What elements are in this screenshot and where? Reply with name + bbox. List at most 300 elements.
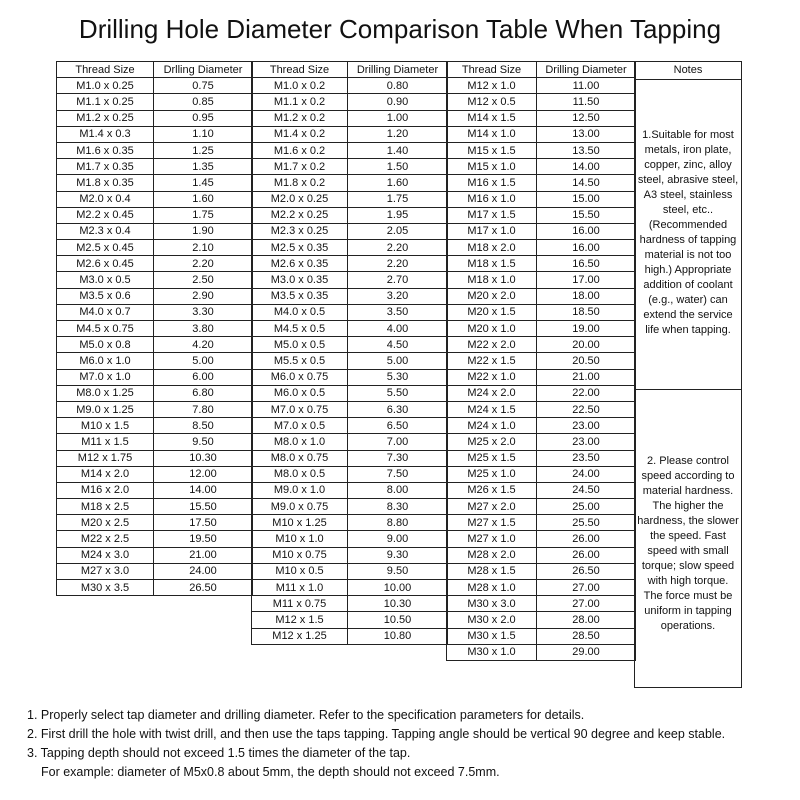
table-row (57, 94, 253, 110)
thread-size-cell: M30 x 3.0 (447, 596, 537, 612)
table-row (447, 126, 636, 142)
drilling-diameter-cell: 10.80 (348, 628, 448, 644)
table-row (252, 223, 448, 239)
drilling-diameter-cell: 8.30 (348, 499, 448, 515)
drilling-diameter-cell: 1.90 (154, 223, 253, 239)
table-row (252, 401, 448, 417)
drilling-diameter-cell: 2.20 (154, 256, 253, 272)
thread-size-cell: M2.5 x 0.35 (252, 240, 348, 256)
thread-size-cell: M18 x 2.0 (447, 240, 537, 256)
table-row (57, 272, 253, 288)
table-row (252, 466, 448, 482)
thread-size-cell: M3.5 x 0.35 (252, 288, 348, 304)
drilling-diameter-cell: 28.00 (537, 612, 636, 628)
table-row (57, 580, 253, 596)
drilling-diameter-cell: 15.50 (154, 499, 253, 515)
table-row (252, 596, 448, 612)
table-row (252, 580, 448, 596)
thread-size-cell: M3.0 x 0.5 (57, 272, 154, 288)
drilling-diameter-cell: 10.30 (348, 596, 448, 612)
drilling-diameter-cell: 3.20 (348, 288, 448, 304)
table-row (57, 175, 253, 191)
thread-size-cell: M28 x 2.0 (447, 547, 537, 563)
thread-size-cell: M6.0 x 0.5 (252, 385, 348, 401)
drilling-diameter-cell: 5.00 (348, 353, 448, 369)
thread-size-cell: M1.8 x 0.35 (57, 175, 154, 191)
drilling-diameter-cell: 1.95 (348, 207, 448, 223)
drilling-diameter-cell: 3.80 (154, 321, 253, 337)
table-row (57, 304, 253, 320)
thread-size-cell: M1.8 x 0.2 (252, 175, 348, 191)
drilling-diameter-header: Drilling Diameter (537, 62, 636, 78)
drilling-diameter-cell: 6.30 (348, 401, 448, 417)
table-row (447, 418, 636, 434)
thread-size-cell: M8.0 x 0.75 (252, 450, 348, 466)
table-row (252, 175, 448, 191)
thread-size-cell: M12 x 1.75 (57, 450, 154, 466)
thread-size-cell: M9.0 x 1.25 (57, 401, 154, 417)
thread-size-cell: M4.5 x 0.75 (57, 321, 154, 337)
thread-size-header: Thread Size (252, 62, 348, 78)
thread-size-cell: M11 x 1.0 (252, 580, 348, 596)
table-row (57, 434, 253, 450)
table-row (447, 369, 636, 385)
table-row (447, 563, 636, 579)
table-row (252, 499, 448, 515)
table-row (447, 142, 636, 158)
thread-table-1 (56, 61, 253, 596)
drilling-diameter-cell: 26.50 (537, 563, 636, 579)
table-row (57, 450, 253, 466)
drilling-diameter-cell: 3.50 (348, 304, 448, 320)
thread-size-cell: M4.0 x 0.5 (252, 304, 348, 320)
table-row (447, 385, 636, 401)
drilling-diameter-cell: 7.30 (348, 450, 448, 466)
thread-size-cell: M30 x 2.0 (447, 612, 537, 628)
thread-size-cell: M20 x 1.0 (447, 321, 537, 337)
table-row (57, 337, 253, 353)
thread-size-cell: M10 x 0.75 (252, 547, 348, 563)
table-row (447, 531, 636, 547)
drilling-diameter-cell: 9.30 (348, 547, 448, 563)
thread-size-cell: M14 x 2.0 (57, 466, 154, 482)
table-row (447, 240, 636, 256)
table-row (252, 126, 448, 142)
thread-size-cell: M11 x 0.75 (252, 596, 348, 612)
table-row (57, 385, 253, 401)
table-row (252, 321, 448, 337)
drilling-diameter-cell: 7.50 (348, 466, 448, 482)
drilling-diameter-cell: 1.10 (154, 126, 253, 142)
table-row (252, 288, 448, 304)
thread-size-cell: M9.0 x 1.0 (252, 482, 348, 498)
drilling-diameter-cell: 28.50 (537, 628, 636, 644)
table-row (57, 207, 253, 223)
thread-size-cell: M22 x 2.5 (57, 531, 154, 547)
thread-size-cell: M2.6 x 0.45 (57, 256, 154, 272)
thread-size-cell: M25 x 1.5 (447, 450, 537, 466)
drilling-diameter-cell: 5.30 (348, 369, 448, 385)
table-row (252, 482, 448, 498)
thread-size-cell: M1.4 x 0.3 (57, 126, 154, 142)
drilling-diameter-cell: 1.35 (154, 159, 253, 175)
drilling-diameter-cell: 0.90 (348, 94, 448, 110)
drilling-diameter-cell: 4.50 (348, 337, 448, 353)
drilling-diameter-header: Drilling Diameter (348, 62, 448, 78)
thread-size-cell: M24 x 2.0 (447, 385, 537, 401)
table-row (447, 401, 636, 417)
table-row (447, 304, 636, 320)
table-row (447, 450, 636, 466)
drilling-diameter-cell: 2.50 (154, 272, 253, 288)
table-row (252, 450, 448, 466)
drilling-diameter-cell: 2.10 (154, 240, 253, 256)
drilling-diameter-cell: 21.00 (154, 547, 253, 563)
drilling-diameter-header: Drlling Diameter (154, 62, 253, 78)
drilling-diameter-cell: 0.80 (348, 78, 448, 94)
thread-size-cell: M25 x 1.0 (447, 466, 537, 482)
table-row (252, 434, 448, 450)
drilling-diameter-cell: 10.50 (348, 612, 448, 628)
note-1: 1.Suitable for most metals, iron plate, copper, zinc, alloy steel, abrasive steel, A3 steel, stainless steel, etc..(Recommended hardness of tapping material is not too high.) Appropriate addition of coolant (e.g., water) can extend the service life when tapping. (637, 129, 739, 336)
table-row (447, 78, 636, 94)
drilling-diameter-cell: 21.00 (537, 369, 636, 385)
notes-divider (635, 389, 741, 390)
table-row (57, 110, 253, 126)
table-row (447, 321, 636, 337)
drilling-diameter-cell: 22.00 (537, 385, 636, 401)
thread-size-cell: M12 x 1.5 (252, 612, 348, 628)
thread-size-cell: M1.0 x 0.2 (252, 78, 348, 94)
table-row (57, 547, 253, 563)
drilling-diameter-cell: 11.50 (537, 94, 636, 110)
thread-size-cell: M27 x 1.5 (447, 515, 537, 531)
drilling-diameter-cell: 10.00 (348, 580, 448, 596)
table-row (57, 288, 253, 304)
drilling-diameter-cell: 7.80 (154, 401, 253, 417)
table-row (447, 612, 636, 628)
drilling-diameter-cell: 8.80 (348, 515, 448, 531)
table-row (447, 207, 636, 223)
drilling-diameter-cell: 1.75 (348, 191, 448, 207)
thread-size-cell: M1.4 x 0.2 (252, 126, 348, 142)
drilling-diameter-cell: 6.00 (154, 369, 253, 385)
drilling-diameter-cell: 14.50 (537, 175, 636, 191)
thread-size-cell: M7.0 x 0.5 (252, 418, 348, 434)
table-row (447, 434, 636, 450)
table-row (252, 531, 448, 547)
thread-size-cell: M1.1 x 0.2 (252, 94, 348, 110)
page-title: Drilling Hole Diameter Comparison Table When Tapping (78, 14, 722, 44)
drilling-diameter-cell: 2.90 (154, 288, 253, 304)
thread-size-cell: M10 x 0.5 (252, 563, 348, 579)
drilling-diameter-cell: 24.00 (537, 466, 636, 482)
thread-size-cell: M18 x 1.5 (447, 256, 537, 272)
table-row (447, 596, 636, 612)
thread-size-cell: M2.0 x 0.4 (57, 191, 154, 207)
drilling-diameter-cell: 3.30 (154, 304, 253, 320)
table-row (57, 369, 253, 385)
table-row (57, 191, 253, 207)
table-row (252, 256, 448, 272)
thread-size-cell: M9.0 x 0.75 (252, 499, 348, 515)
drilling-diameter-cell: 2.70 (348, 272, 448, 288)
thread-size-cell: M16 x 1.5 (447, 175, 537, 191)
thread-table-2 (251, 61, 448, 645)
drilling-diameter-cell: 6.50 (348, 418, 448, 434)
drilling-diameter-cell: 24.00 (154, 563, 253, 579)
thread-size-cell: M12 x 0.5 (447, 94, 537, 110)
drilling-diameter-cell: 22.50 (537, 401, 636, 417)
table-row (252, 369, 448, 385)
table-row (57, 466, 253, 482)
drilling-diameter-cell: 8.00 (348, 482, 448, 498)
drilling-diameter-cell: 26.50 (154, 580, 253, 596)
thread-size-cell: M17 x 1.0 (447, 223, 537, 239)
drilling-diameter-cell: 26.00 (537, 531, 636, 547)
table-row (252, 110, 448, 126)
drilling-diameter-cell: 1.40 (348, 142, 448, 158)
thread-size-cell: M1.7 x 0.2 (252, 159, 348, 175)
drilling-diameter-cell: 1.60 (154, 191, 253, 207)
drilling-diameter-cell: 1.75 (154, 207, 253, 223)
thread-size-cell: M6.0 x 0.75 (252, 369, 348, 385)
table-row (57, 482, 253, 498)
drilling-diameter-cell: 18.50 (537, 304, 636, 320)
thread-size-cell: M15 x 1.5 (447, 142, 537, 158)
thread-size-header: Thread Size (447, 62, 537, 78)
thread-size-cell: M22 x 2.0 (447, 337, 537, 353)
drilling-diameter-cell: 16.00 (537, 223, 636, 239)
thread-size-cell: M18 x 2.5 (57, 499, 154, 515)
table-row (447, 644, 636, 660)
drilling-diameter-cell: 2.20 (348, 256, 448, 272)
table-row (447, 337, 636, 353)
table-row (57, 321, 253, 337)
table-row (447, 482, 636, 498)
table-row (252, 515, 448, 531)
drilling-diameter-cell: 27.00 (537, 580, 636, 596)
thread-size-cell: M16 x 2.0 (57, 482, 154, 498)
drilling-diameter-cell: 14.00 (154, 482, 253, 498)
footnote-example: For example: diameter of M5x0.8 about 5mm, the depth should not exceed 7.5mm. (41, 765, 500, 779)
thread-size-cell: M2.5 x 0.45 (57, 240, 154, 256)
thread-size-cell: M8.0 x 1.0 (252, 434, 348, 450)
thread-table-3 (446, 61, 636, 661)
drilling-diameter-cell: 11.00 (537, 78, 636, 94)
table-row (57, 240, 253, 256)
drilling-diameter-cell: 1.20 (348, 126, 448, 142)
drilling-diameter-cell: 17.00 (537, 272, 636, 288)
drilling-diameter-cell: 29.00 (537, 644, 636, 660)
table-row (447, 499, 636, 515)
table-row (447, 159, 636, 175)
table-row (57, 159, 253, 175)
table-row (252, 272, 448, 288)
drilling-diameter-cell: 4.20 (154, 337, 253, 353)
thread-size-cell: M30 x 1.0 (447, 644, 537, 660)
drilling-diameter-cell: 9.50 (154, 434, 253, 450)
table-row (57, 401, 253, 417)
table-row (57, 353, 253, 369)
drilling-diameter-cell: 7.00 (348, 434, 448, 450)
drilling-diameter-cell: 17.50 (154, 515, 253, 531)
drilling-diameter-cell: 1.25 (154, 142, 253, 158)
drilling-diameter-cell: 27.00 (537, 596, 636, 612)
drilling-diameter-cell: 12.00 (154, 466, 253, 482)
thread-size-cell: M1.6 x 0.2 (252, 142, 348, 158)
thread-size-cell: M1.0 x 0.25 (57, 78, 154, 94)
footnote-1: 1. Properly select tap diameter and drilling diameter. Refer to the specification parameters for details. (27, 708, 585, 722)
table-row (252, 353, 448, 369)
table-row (447, 256, 636, 272)
drilling-diameter-cell: 0.75 (154, 78, 253, 94)
thread-size-cell: M1.1 x 0.25 (57, 94, 154, 110)
thread-size-cell: M20 x 1.5 (447, 304, 537, 320)
drilling-diameter-cell: 18.00 (537, 288, 636, 304)
thread-size-cell: M10 x 1.0 (252, 531, 348, 547)
table-row (57, 223, 253, 239)
thread-size-cell: M7.0 x 0.75 (252, 401, 348, 417)
drilling-diameter-cell: 0.85 (154, 94, 253, 110)
thread-size-cell: M7.0 x 1.0 (57, 369, 154, 385)
thread-size-cell: M3.5 x 0.6 (57, 288, 154, 304)
table-row (252, 612, 448, 628)
thread-size-cell: M5.0 x 0.5 (252, 337, 348, 353)
thread-size-header: Thread Size (57, 62, 154, 78)
footnote-3: 3. Tapping depth should not exceed 1.5 times the diameter of the tap. (27, 746, 411, 760)
thread-size-cell: M30 x 1.5 (447, 628, 537, 644)
drilling-diameter-cell: 9.00 (348, 531, 448, 547)
table-row (447, 515, 636, 531)
table-row (252, 240, 448, 256)
table-row (252, 159, 448, 175)
thread-size-cell: M24 x 3.0 (57, 547, 154, 563)
thread-size-cell: M24 x 1.0 (447, 418, 537, 434)
table-row (57, 78, 253, 94)
thread-size-cell: M2.2 x 0.45 (57, 207, 154, 223)
thread-size-cell: M5.0 x 0.8 (57, 337, 154, 353)
drilling-diameter-cell: 15.00 (537, 191, 636, 207)
table-row (447, 110, 636, 126)
thread-size-cell: M14 x 1.5 (447, 110, 537, 126)
thread-size-cell: M12 x 1.0 (447, 78, 537, 94)
thread-size-cell: M2.2 x 0.25 (252, 207, 348, 223)
thread-size-cell: M26 x 1.5 (447, 482, 537, 498)
drilling-diameter-cell: 5.50 (348, 385, 448, 401)
table-row (447, 175, 636, 191)
table-row (252, 94, 448, 110)
thread-size-cell: M10 x 1.5 (57, 418, 154, 434)
drilling-diameter-cell: 16.50 (537, 256, 636, 272)
drilling-diameter-cell: 1.60 (348, 175, 448, 191)
thread-size-cell: M1.2 x 0.2 (252, 110, 348, 126)
drilling-diameter-cell: 19.00 (537, 321, 636, 337)
thread-size-cell: M4.5 x 0.5 (252, 321, 348, 337)
thread-size-cell: M17 x 1.5 (447, 207, 537, 223)
table-row (447, 191, 636, 207)
table-row (252, 78, 448, 94)
thread-size-cell: M4.0 x 0.7 (57, 304, 154, 320)
thread-size-cell: M12 x 1.25 (252, 628, 348, 644)
footnotes (27, 706, 787, 782)
thread-size-cell: M22 x 1.5 (447, 353, 537, 369)
thread-size-cell: M28 x 1.5 (447, 563, 537, 579)
drilling-diameter-cell: 20.50 (537, 353, 636, 369)
drilling-diameter-cell: 15.50 (537, 207, 636, 223)
table-row (447, 466, 636, 482)
table-row (252, 563, 448, 579)
table-row (252, 191, 448, 207)
thread-size-cell: M20 x 2.0 (447, 288, 537, 304)
drilling-diameter-cell: 1.45 (154, 175, 253, 191)
drilling-diameter-cell: 26.00 (537, 547, 636, 563)
notes-column (634, 61, 742, 688)
thread-size-cell: M18 x 1.0 (447, 272, 537, 288)
table-row (447, 580, 636, 596)
drilling-diameter-cell: 2.20 (348, 240, 448, 256)
thread-size-cell: M15 x 1.0 (447, 159, 537, 175)
table-row (447, 288, 636, 304)
drilling-diameter-cell: 13.50 (537, 142, 636, 158)
thread-size-cell: M28 x 1.0 (447, 580, 537, 596)
drilling-diameter-cell: 9.50 (348, 563, 448, 579)
thread-size-cell: M27 x 2.0 (447, 499, 537, 515)
drilling-diameter-cell: 25.00 (537, 499, 636, 515)
table-row (57, 531, 253, 547)
drilling-diameter-cell: 14.00 (537, 159, 636, 175)
table-row (252, 142, 448, 158)
thread-size-cell: M3.0 x 0.35 (252, 272, 348, 288)
thread-size-cell: M2.0 x 0.25 (252, 191, 348, 207)
drilling-diameter-cell: 4.00 (348, 321, 448, 337)
drilling-diameter-cell: 24.50 (537, 482, 636, 498)
table-row (57, 499, 253, 515)
table-row (57, 418, 253, 434)
thread-size-cell: M1.2 x 0.25 (57, 110, 154, 126)
thread-size-cell: M16 x 1.0 (447, 191, 537, 207)
drilling-diameter-cell: 8.50 (154, 418, 253, 434)
thread-size-cell: M5.5 x 0.5 (252, 353, 348, 369)
thread-size-cell: M14 x 1.0 (447, 126, 537, 142)
table-row (57, 142, 253, 158)
thread-size-cell: M10 x 1.25 (252, 515, 348, 531)
table-row (57, 563, 253, 579)
thread-size-cell: M30 x 3.5 (57, 580, 154, 596)
drilling-diameter-cell: 6.80 (154, 385, 253, 401)
footnote-2: 2. First drill the hole with twist drill, and then use the taps tapping. Tapping angle should be vertical 90 degree and keep stable. (27, 727, 726, 741)
thread-size-cell: M27 x 3.0 (57, 563, 154, 579)
drilling-diameter-cell: 19.50 (154, 531, 253, 547)
table-row (57, 515, 253, 531)
table-row (447, 223, 636, 239)
drilling-diameter-cell: 23.00 (537, 434, 636, 450)
thread-size-cell: M24 x 1.5 (447, 401, 537, 417)
thread-size-cell: M27 x 1.0 (447, 531, 537, 547)
drilling-diameter-cell: 5.00 (154, 353, 253, 369)
thread-size-cell: M2.3 x 0.4 (57, 223, 154, 239)
drilling-diameter-cell: 2.05 (348, 223, 448, 239)
table-row (447, 628, 636, 644)
table-row (447, 547, 636, 563)
drilling-diameter-cell: 13.00 (537, 126, 636, 142)
drilling-diameter-cell: 0.95 (154, 110, 253, 126)
thread-size-cell: M22 x 1.0 (447, 369, 537, 385)
thread-size-cell: M11 x 1.5 (57, 434, 154, 450)
thread-size-cell: M6.0 x 1.0 (57, 353, 154, 369)
table-row (252, 304, 448, 320)
table-row (252, 207, 448, 223)
